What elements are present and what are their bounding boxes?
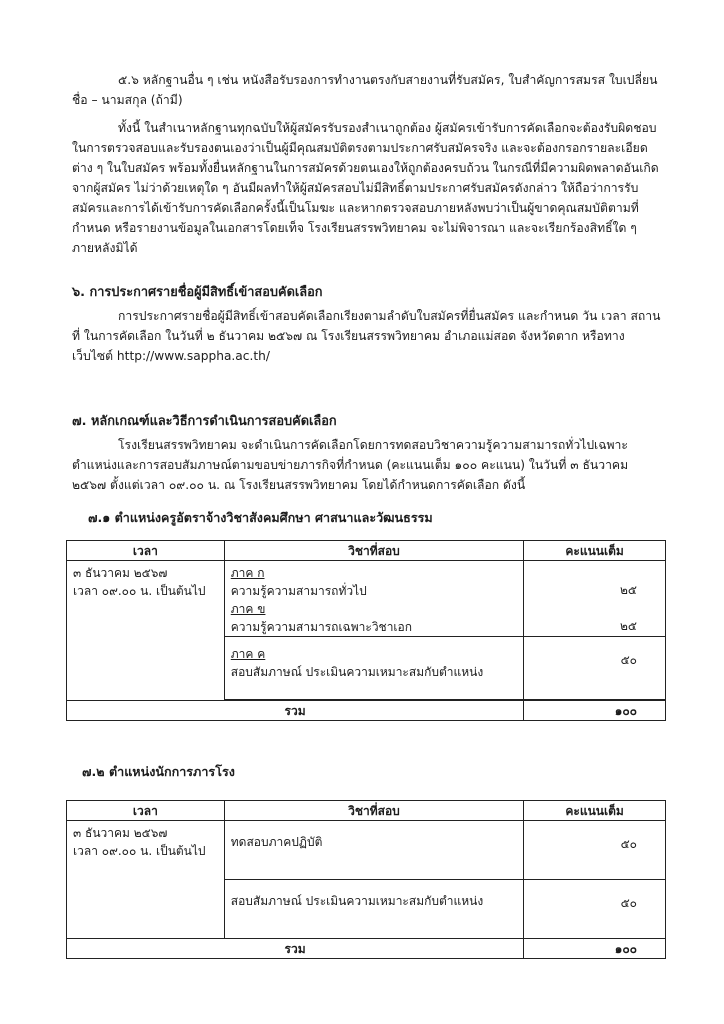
score-cell	[524, 561, 666, 637]
table-1-title: ๗.๑ ตำแหน่งครูอัตราจ้างวิชาสังคมศึกษา ศาสนาและวัฒนธรรม	[88, 510, 433, 525]
subject-name: ความรู้ความสามารถเฉพาะวิชาเอก	[230, 620, 413, 634]
section-6-heading: ๖. การประกาศรายชื่อผู้มีสิทธิ์เข้าสอบคัดเลือก	[72, 285, 323, 300]
section-7-body: โรงเรียนสรรพวิทยาคม จะดำเนินการคัดเลือกโดยการทดสอบวิชาความรู้ความสามารถทั่วไปเฉพาะตำแหน่งและการสอบสัมภาษณ์ตามขอบข่ายภารกิจที่กำหนด (คะแนนเต็ม ๑๐๐ คะแนน) ในวันที่ ๓ ธันวาคม ๒๕๖๗ ตั้งแต่เวลา ๐๙.๐๐ น. ณ โรงเรียนสรรพวิทยาคม โดยได้กำหนดการคัดเลือก ดังนี้	[72, 438, 629, 492]
section-7-heading: ๗. หลักเกณฑ์และวิธีการดำเนินการสอบคัดเลือก	[72, 414, 337, 429]
table-row	[67, 561, 666, 637]
table-2-total-row	[67, 939, 666, 959]
subject-cell	[224, 880, 523, 939]
score-value: ๕๐	[620, 653, 637, 667]
score-value: ๒๕	[620, 619, 637, 633]
header-time: เวลา	[67, 801, 225, 821]
table-1	[66, 540, 666, 721]
total-label: รวม	[67, 939, 524, 959]
score-value: ๕๐	[620, 837, 637, 851]
exam-date: ๓ ธันวาคม ๒๕๖๗	[73, 826, 168, 840]
time-cell	[67, 821, 225, 939]
section-6-body: การประกาศรายชื่อผู้มีสิทธิ์เข้าสอบคัดเลือกเรียงตามลำดับใบสมัครที่ยื่นสมัคร และกำหนด วัน เวลา สถานที่ ในการคัดเลือก ในวันที่ ๒ ธันวาคม ๒๕๖๗ ณ โรงเรียนสรรพวิทยาคม อำเภอแม่สอด จังหวัดตาก หรือทางเว็บไซต์ http://www.sappha.ac.th/	[72, 309, 661, 363]
score-value: ๒๕	[620, 583, 637, 597]
part-label: ภาค ค	[230, 647, 266, 661]
part-label: ภาค ก	[230, 566, 265, 580]
exam-time: เวลา ๐๙.๐๐ น. เป็นต้นไป	[73, 584, 206, 598]
header-time: เวลา	[67, 541, 225, 561]
subject-name: สอบสัมภาษณ์ ประเมินความเหมาะสมกับตำแหน่ง	[230, 665, 484, 679]
header-score: คะแนนเต็ม	[524, 541, 666, 561]
total-value: ๑๐๐	[524, 701, 666, 721]
paragraph-certification: ทั้งนี้ ในสำเนาหลักฐานทุกฉบับให้ผู้สมัครรับรองสำเนาถูกต้อง ผู้สมัครเข้ารับการคัดเลือกจะต้องรับผิดชอบในการตรวจสอบและรับรองตนเองว่าเป็นผู้มีคุณสมบัติตรงตามประกาศรับสมัครจริง และจะต้องกรอกรายละเอียดต่าง ๆ ในใบสมัคร พร้อมทั้งยื่นหลักฐานในการสมัครด้วยตนเองให้ถูกต้องครบถ้วน ในกรณีที่มีความผิดพลาดอันเกิดจากผู้สมัคร ไม่ว่าด้วยเหตุใด ๆ อันมีผลทำให้ผู้สมัครสอบไม่มีสิทธิ์ตามประกาศรับสมัครดังกล่าว ให้ถือว่าการรับสมัครและการได้เข้ารับการคัดเลือกครั้งนี้เป็นโมฆะ และหากตรวจสอบภายหลังพบว่าเป็นผู้ขาดคุณสมบัติตามที่กำหนด หรือรายงานข้อมูลในเอกสารโดยเท็จ โรงเรียนสรรพวิทยาคม จะไม่พิจารณา และจะเรียกร้องสิทธิ์ใด ๆ ภายหลังมิได้	[72, 121, 659, 255]
subject-cell	[224, 821, 523, 880]
header-subject: วิชาที่สอบ	[224, 801, 523, 821]
subject-name: ความรู้ความสามารถทั่วไป	[230, 584, 367, 598]
subject-cell	[224, 561, 523, 637]
total-label: รวม	[67, 701, 524, 721]
table-2-header-row	[67, 801, 666, 821]
time-cell	[67, 561, 225, 701]
table-2-title: ๗.๒ ตำแหน่งนักการภารโรง	[82, 764, 235, 779]
table-2	[66, 800, 666, 959]
exam-time: เวลา ๐๙.๐๐ น. เป็นต้นไป	[73, 844, 206, 858]
score-cell	[524, 880, 666, 939]
header-score: คะแนนเต็ม	[524, 801, 666, 821]
score-cell	[524, 821, 666, 880]
subject-name: ทดสอบภาคปฏิบัติ	[230, 835, 323, 849]
subject-cell	[224, 637, 523, 700]
table-row	[67, 821, 666, 880]
score-value: ๕๐	[620, 896, 637, 910]
paragraph-5-6: ๕.๖ หลักฐานอื่น ๆ เช่น หนังสือรับรองการทำงานตรงกับสายงานที่รับสมัคร, ใบสำคัญการสมรส ใบเปลี่ยนชื่อ – นามสกุล (ถ้ามี)	[72, 73, 658, 107]
header-subject: วิชาที่สอบ	[224, 541, 523, 561]
score-cell	[524, 637, 666, 700]
total-value: ๑๐๐	[524, 939, 666, 959]
table-1-total-row	[67, 701, 666, 721]
subject-name: สอบสัมภาษณ์ ประเมินความเหมาะสมกับตำแหน่ง	[230, 894, 484, 908]
part-label: ภาค ข	[230, 602, 266, 616]
exam-date: ๓ ธันวาคม ๒๕๖๗	[73, 566, 168, 580]
table-1-header-row	[67, 541, 666, 561]
